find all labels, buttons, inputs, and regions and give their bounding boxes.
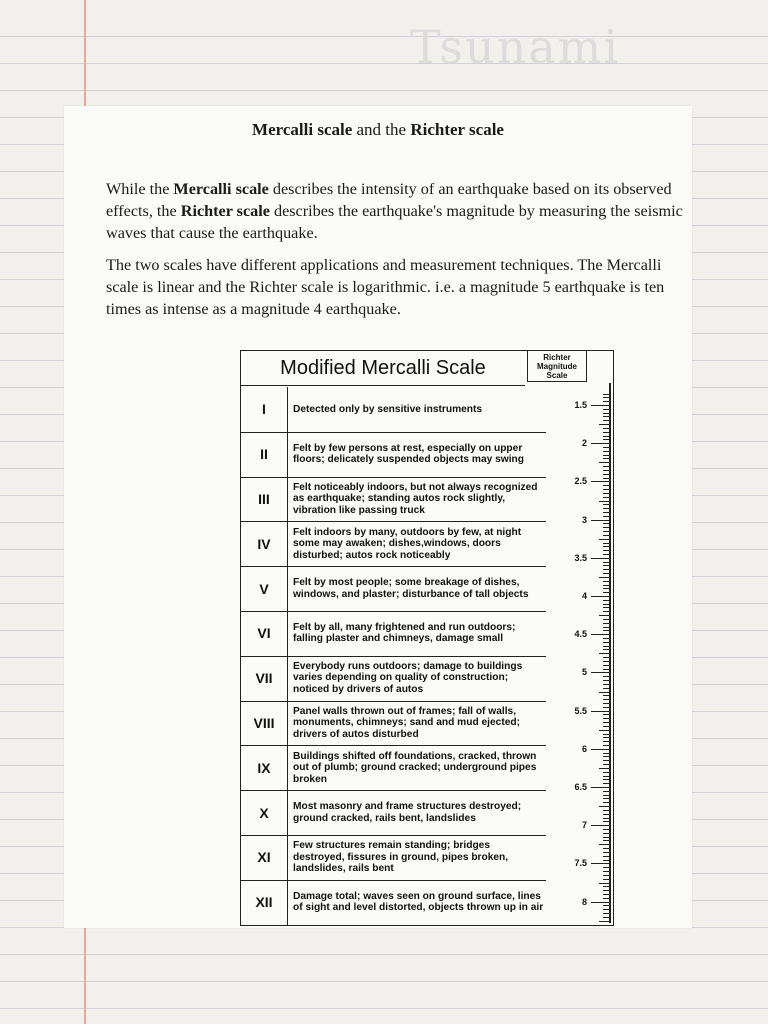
- richter-tick: [603, 833, 609, 834]
- richter-tick: [603, 546, 609, 547]
- richter-tick: [603, 592, 609, 593]
- richter-tick: [603, 821, 609, 822]
- richter-label: 6: [581, 743, 587, 754]
- table-row: [241, 387, 546, 433]
- richter-scale-column: [547, 383, 613, 923]
- richter-tick: [603, 638, 609, 639]
- mercalli-level: III: [241, 477, 288, 522]
- richter-label: 2: [581, 438, 587, 449]
- richter-tick: [603, 527, 609, 528]
- richter-tick: [591, 711, 609, 712]
- mercalli-description: Everybody runs outdoors; damage to buildings varies depending on quality of construction; noticed by drivers of autos: [293, 660, 523, 695]
- richter-tick: [603, 535, 609, 536]
- table-row: [241, 477, 546, 523]
- richter-tick: [603, 703, 609, 704]
- richter-tick: [591, 863, 609, 864]
- richter-tick: [603, 409, 609, 410]
- richter-tick: [603, 802, 609, 803]
- richter-tick: [603, 917, 609, 918]
- richter-tick: [603, 776, 609, 777]
- richter-tick: [599, 806, 609, 807]
- table-row: [241, 880, 546, 925]
- para1-bold-richter: Richter scale: [180, 202, 270, 220]
- mercalli-description: Buildings shifted off foundations, cracked, thrown out of plumb; ground cracked; underground pipes broken: [293, 750, 537, 785]
- paragraph-intro: [106, 178, 686, 244]
- richter-tick: [599, 844, 609, 845]
- para1-text-1: While the: [106, 180, 174, 198]
- mercalli-level: VIII: [241, 701, 288, 746]
- richter-tick: [603, 485, 609, 486]
- richter-tick: [591, 825, 609, 826]
- mercalli-level: VII: [241, 656, 288, 701]
- richter-tick: [603, 413, 609, 414]
- richter-tick: [603, 829, 609, 830]
- richter-tick: [603, 455, 609, 456]
- richter-tick: [603, 798, 609, 799]
- mercalli-description: Panel walls thrown out of frames; fall of walls, monuments, chimneys; sand and mud ejected; drivers of autos disturbed: [293, 705, 521, 740]
- mercalli-level: XI: [241, 835, 288, 880]
- richter-tick: [603, 764, 609, 765]
- richter-tick: [603, 860, 609, 861]
- mercalli-level: IX: [241, 745, 288, 790]
- richter-tick: [603, 439, 609, 440]
- richter-tick: [603, 420, 609, 421]
- richter-tick: [603, 699, 609, 700]
- richter-tick: [603, 401, 609, 402]
- richter-label: 2.5: [574, 476, 587, 487]
- table-heading: Modified Mercalli Scale: [241, 351, 525, 386]
- richter-tick: [603, 707, 609, 708]
- richter-tick: [603, 646, 609, 647]
- mercalli-description: Felt noticeably indoors, but not always recognized as earthquake; standing autos rock slightly, vibration like passing truck: [293, 481, 538, 516]
- richter-tick: [603, 516, 609, 517]
- richter-tick: [603, 565, 609, 566]
- richter-tick: [603, 451, 609, 452]
- richter-tick: [599, 768, 609, 769]
- richter-tick: [591, 443, 609, 444]
- richter-tick: [603, 474, 609, 475]
- richter-label: 4: [581, 591, 587, 601]
- richter-tick: [603, 734, 609, 735]
- richter-tick: [591, 520, 609, 521]
- richter-tick: [603, 879, 609, 880]
- richter-tick: [603, 814, 609, 815]
- richter-tick: [599, 539, 609, 540]
- mercalli-level: XII: [241, 880, 288, 925]
- richter-tick: [603, 676, 609, 677]
- richter-tick: [591, 481, 609, 482]
- richter-tick: [603, 772, 609, 773]
- richter-label: 7: [581, 820, 587, 831]
- richter-tick: [599, 653, 609, 654]
- richter-tick: [599, 921, 609, 922]
- richter-tick: [603, 493, 609, 494]
- table-row: [241, 835, 546, 881]
- richter-tick: [603, 523, 609, 524]
- richter-tick: [603, 848, 609, 849]
- table-row: [241, 432, 546, 478]
- richter-tick: [603, 562, 609, 563]
- richter-tick: [603, 661, 609, 662]
- richter-tick: [603, 722, 609, 723]
- richter-tick: [599, 692, 609, 693]
- richter-tick: [603, 779, 609, 780]
- richter-tick: [603, 714, 609, 715]
- richter-tick: [603, 512, 609, 513]
- richter-tick: [603, 394, 609, 395]
- richter-tick: [603, 669, 609, 670]
- richter-tick: [603, 665, 609, 666]
- richter-tick: [591, 405, 609, 406]
- richter-tick: [603, 913, 609, 914]
- richter-tick: [603, 871, 609, 872]
- richter-tick: [603, 428, 609, 429]
- richter-tick: [591, 749, 609, 750]
- richter-tick: [603, 504, 609, 505]
- richter-tick: [603, 837, 609, 838]
- richter-tick: [603, 447, 609, 448]
- richter-tick: [603, 585, 609, 586]
- richter-tick: [603, 611, 609, 612]
- richter-tick: [603, 642, 609, 643]
- richter-tick: [603, 737, 609, 738]
- richter-tick: [603, 741, 609, 742]
- mercalli-description: Few structures remain standing; bridges destroyed, fissures in ground, pipes broken, landslides, rails bent: [293, 840, 509, 875]
- richter-tick: [603, 886, 609, 887]
- table-row: [241, 566, 546, 612]
- richter-tick: [591, 787, 609, 788]
- table-row: [241, 611, 546, 657]
- richter-tick: [603, 619, 609, 620]
- richter-label: 6.5: [574, 782, 587, 792]
- richter-tick: [603, 890, 609, 891]
- richter-tick: [603, 840, 609, 841]
- richter-tick: [603, 497, 609, 498]
- title-connector: and the: [352, 120, 411, 139]
- mercalli-level: II: [241, 432, 288, 477]
- richter-scale-axis: [609, 383, 611, 923]
- richter-tick: [603, 753, 609, 754]
- title-richter: Richter scale: [410, 120, 504, 139]
- richter-tick: [603, 432, 609, 433]
- richter-tick: [603, 588, 609, 589]
- printed-sheet: [64, 106, 692, 928]
- richter-tick: [603, 695, 609, 696]
- richter-tick: [603, 573, 609, 574]
- mercalli-level: I: [241, 387, 288, 432]
- richter-tick: [603, 783, 609, 784]
- richter-label: 3: [581, 514, 587, 525]
- richter-tick: [603, 600, 609, 601]
- richter-tick: [591, 672, 609, 673]
- table-row: [241, 790, 546, 836]
- richter-tick: [603, 627, 609, 628]
- richter-heading-line-3: Scale: [546, 370, 568, 380]
- richter-tick: [603, 458, 609, 459]
- richter-tick: [599, 577, 609, 578]
- richter-tick: [603, 684, 609, 685]
- richter-tick: [603, 478, 609, 479]
- mercalli-level: VI: [241, 611, 288, 656]
- richter-tick: [599, 462, 609, 463]
- richter-tick: [603, 657, 609, 658]
- richter-tick: [603, 623, 609, 624]
- para1-bold-mercalli: Mercalli scale: [173, 180, 269, 198]
- document-title: [64, 120, 692, 140]
- richter-tick: [599, 730, 609, 731]
- richter-label: 1.5: [574, 400, 587, 410]
- table-row: [241, 656, 546, 702]
- richter-tick: [603, 581, 609, 582]
- table-row: [241, 521, 546, 567]
- richter-heading-line-2: Magnitude: [537, 361, 577, 371]
- richter-label: 7.5: [574, 858, 587, 869]
- richter-tick: [603, 466, 609, 467]
- richter-tick: [603, 760, 609, 761]
- richter-tick: [603, 543, 609, 544]
- mercalli-description: Felt by all, many frightened and run outdoors; falling plaster and chimneys, damage small: [293, 621, 516, 645]
- richter-tick: [603, 397, 609, 398]
- richter-label: 3.5: [574, 552, 587, 563]
- richter-tick: [603, 818, 609, 819]
- richter-tick: [603, 795, 609, 796]
- richter-tick: [603, 436, 609, 437]
- richter-heading: [527, 351, 587, 382]
- richter-tick: [599, 615, 609, 616]
- richter-label: 5: [581, 667, 587, 678]
- richter-tick: [603, 604, 609, 605]
- para1-text-3: describes the earthquake's magnitude by measuring the seismic waves that cause the earthquake.: [106, 202, 683, 242]
- table-row: [241, 745, 546, 791]
- mercalli-level: IV: [241, 521, 288, 566]
- richter-tick: [591, 902, 609, 903]
- richter-tick: [603, 894, 609, 895]
- faint-background-text: Tsunami: [410, 20, 620, 74]
- richter-tick: [603, 867, 609, 868]
- richter-tick: [603, 470, 609, 471]
- richter-tick: [599, 424, 609, 425]
- richter-tick: [603, 630, 609, 631]
- mercalli-table: [240, 350, 614, 926]
- title-mercalli: Mercalli scale: [252, 120, 353, 139]
- richter-tick: [603, 416, 609, 417]
- richter-tick: [603, 898, 609, 899]
- mercalli-description: Most masonry and frame structures destroyed; ground cracked, rails bent, landslides: [293, 801, 522, 824]
- richter-tick: [603, 745, 609, 746]
- table-row: [241, 701, 546, 747]
- richter-tick: [603, 531, 609, 532]
- mercalli-level: V: [241, 566, 288, 611]
- richter-tick: [591, 558, 609, 559]
- richter-tick: [603, 791, 609, 792]
- richter-tick: [603, 810, 609, 811]
- mercalli-description: Felt by few persons at rest, especially on upper floors; delicately suspended objects may swing: [293, 442, 524, 466]
- mercalli-description: Felt by most people; some breakage of dishes, windows, and plaster; disturbance of tall objects: [293, 577, 529, 600]
- richter-tick: [603, 489, 609, 490]
- mercalli-description: Damage total; waves seen on ground surface, lines of sight and level distorted, objects thrown up in air: [293, 890, 544, 914]
- richter-tick: [603, 554, 609, 555]
- richter-tick: [603, 852, 609, 853]
- richter-tick: [603, 649, 609, 650]
- richter-tick: [603, 550, 609, 551]
- richter-tick: [603, 718, 609, 719]
- richter-label: 8: [581, 896, 587, 907]
- richter-tick: [603, 875, 609, 876]
- richter-tick: [603, 688, 609, 689]
- richter-tick: [603, 909, 609, 910]
- richter-tick: [603, 569, 609, 570]
- richter-label: 4.5: [574, 629, 587, 640]
- richter-tick: [603, 607, 609, 608]
- richter-tick: [591, 634, 609, 635]
- richter-tick: [599, 883, 609, 884]
- richter-tick: [603, 905, 609, 906]
- richter-label: 5.5: [574, 705, 587, 716]
- mercalli-description: Felt indoors by many, outdoors by few, at night some may awaken; dishes,windows, doors disturbed; autos rock noticeably: [293, 526, 522, 561]
- richter-tick: [599, 501, 609, 502]
- richter-tick: [591, 596, 609, 597]
- richter-tick: [603, 726, 609, 727]
- richter-tick: [603, 756, 609, 757]
- richter-tick: [603, 680, 609, 681]
- mercalli-description: Detected only by sensitive instruments: [293, 403, 483, 415]
- para1-text-2: describes the intensity of an earthquake based on its observed effects, the: [106, 180, 672, 220]
- richter-tick: [603, 508, 609, 509]
- mercalli-level: X: [241, 790, 288, 835]
- richter-tick: [603, 856, 609, 857]
- richter-heading-line-1: Richter: [543, 352, 571, 362]
- paragraph-comparison: The two scales have different applications and measurement techniques. The Mercalli scale is linear and the Richter scale is logarithmic. i.e. a magnitude 5 earthquake is ten times as intense as a magnitude 4 earthquake.: [106, 256, 665, 318]
